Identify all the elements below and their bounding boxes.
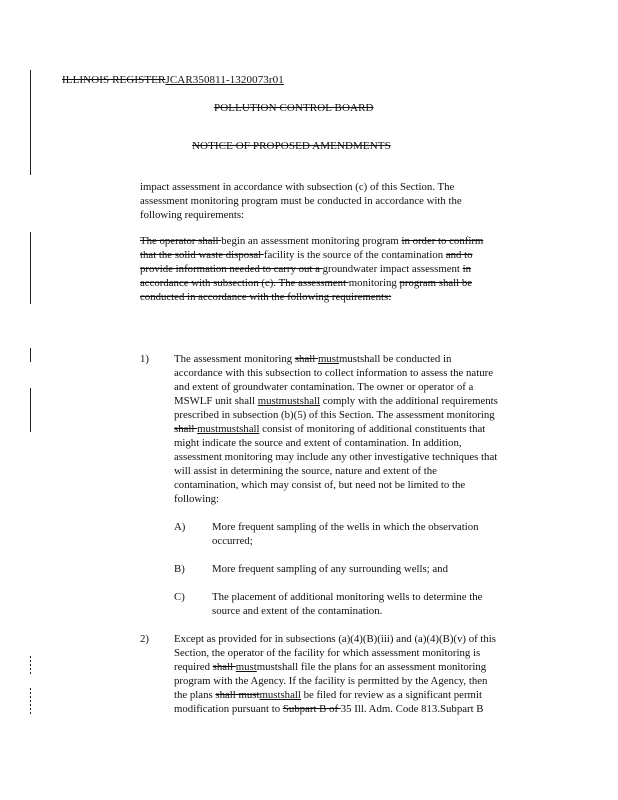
subitem-letter: A) [174, 521, 186, 533]
struck-text: in order to confirm [401, 235, 484, 247]
register-title: ILLINOIS REGISTER [62, 74, 166, 86]
text-line: The placement of additional monitoring wells to determine the [212, 591, 483, 603]
struck-text: shall [212, 661, 236, 673]
text-run: 35 Ill. Adm. Code 813.Subpart B [340, 703, 484, 715]
text-line: following: [174, 493, 219, 505]
text-line [174, 702, 554, 716]
text-line [174, 422, 544, 436]
struck-text: provide information needed to carry out a [140, 263, 323, 275]
struck-text: shall must [215, 689, 260, 701]
text-line: occurred; [212, 535, 253, 547]
kept-text: is the source of the contamination [297, 249, 446, 261]
text-line: will assist in determining the source, nature and extent of the [174, 465, 437, 477]
kept-text: begin an assessment monitoring program [221, 235, 402, 247]
deleted-paragraph [140, 234, 580, 304]
text-run: comply with the additional requirements [320, 395, 498, 407]
kept-text: monitoring [348, 277, 400, 289]
text-line [174, 394, 544, 408]
notice-text: NOTICE OF PROPOSED AMENDMENTS [192, 140, 391, 152]
text-line: prescribed in subsection (b)(5) of this Section. The assessment monitoring [174, 409, 495, 421]
struck-text: shall [294, 353, 318, 365]
struck-text: program shall be [399, 277, 473, 289]
text-line: More frequent sampling of the wells in which the observation [212, 521, 479, 533]
revision-bar [30, 70, 31, 175]
subitem-letter: C) [174, 591, 185, 603]
intro-paragraph [140, 180, 580, 222]
struck-text: conducted in accordance with the following requirements: [140, 291, 392, 303]
jcar-code: JCAR350811-1320073r01 [165, 74, 284, 86]
revision-bar [30, 232, 31, 304]
struck-text: shall [174, 423, 198, 435]
item-number: 2) [140, 633, 149, 645]
struck-text: The operator shall [140, 235, 222, 247]
inserted-text: mustmustshall [257, 395, 321, 407]
text-line: More frequent sampling of any surrounding wells; and [212, 563, 448, 575]
board-title: POLLUTION CONTROL BOARD [214, 102, 374, 114]
subitem-letter: B) [174, 563, 185, 575]
register-header [62, 74, 284, 86]
text-line [140, 234, 580, 248]
inserted-text: mustshall [259, 689, 301, 701]
text-line: assessment monitoring program must be conducted in accordance with the [140, 195, 462, 207]
subitem-c [212, 590, 542, 618]
kept-text: facility [263, 249, 298, 261]
text-line [140, 262, 580, 276]
text-run: mustshall be conducted in [338, 353, 452, 365]
text-run: be filed for review as a significant permit [300, 689, 482, 701]
text-line [140, 248, 580, 262]
kept-text: groundwater impact assessment [322, 263, 463, 275]
item-number: 1) [140, 353, 149, 365]
inserted-text: must [235, 661, 257, 673]
text-run: consist of monitoring of additional constituents that [259, 423, 486, 435]
text-line [174, 660, 554, 674]
text-line: assessment monitoring may include any other investigative techniques that [174, 451, 498, 463]
notice-title [192, 140, 391, 152]
text-line [140, 276, 580, 290]
text-run: mustshall file the plans for an assessment monitoring [256, 661, 487, 673]
subitem-a [212, 520, 542, 548]
text-line: accordance with this subsection to collect information to assess the nature [174, 367, 494, 379]
text-line: and extent of groundwater contamination. The owner or operator of a [174, 381, 474, 393]
revision-bar [30, 348, 31, 362]
text-line: Section, the operator of the facility for which assessment monitoring is [174, 647, 481, 659]
struck-text: that the solid waste disposal [140, 249, 264, 261]
struck-text: in [462, 263, 472, 275]
struck-text: and to [445, 249, 473, 261]
board-name [214, 102, 374, 114]
text-run: modification pursuant to [174, 703, 283, 715]
struck-text: accordance with subsection (c). The assessment [140, 277, 349, 289]
revision-bar [30, 656, 31, 674]
item-2-paragraph [174, 632, 554, 716]
revision-bar [30, 688, 31, 716]
text-line: contamination, which may consist of, but need not be limited to the [174, 479, 466, 491]
text-line [140, 290, 580, 304]
text-line: source and extent of the contamination. [212, 605, 383, 617]
text-line [174, 352, 544, 366]
struck-text: Subpart B of [282, 703, 341, 715]
item-1-paragraph [174, 352, 544, 506]
text-run: The assessment monitoring [174, 353, 295, 365]
text-line: impact assessment in accordance with subsection (c) of this Section. The [140, 181, 455, 193]
subitem-b [212, 562, 542, 576]
text-line: Except as provided for in subsections (a)(4)(B)(iii) and (a)(4)(B)(v) of this [174, 633, 497, 645]
text-run: required [174, 661, 213, 673]
revision-bar [30, 388, 31, 432]
text-line [174, 688, 554, 702]
text-line: might indicate the source and extent of contamination. In addition, [174, 437, 462, 449]
inserted-text: must [317, 353, 339, 365]
text-line: following requirements: [140, 209, 245, 221]
text-run: the plans [174, 689, 216, 701]
text-line: program with the Agency. If the facility is permitted by the Agency, then [174, 675, 488, 687]
inserted-text: mustmustshall [197, 423, 260, 435]
text-run: MSWLF unit shall [174, 395, 258, 407]
